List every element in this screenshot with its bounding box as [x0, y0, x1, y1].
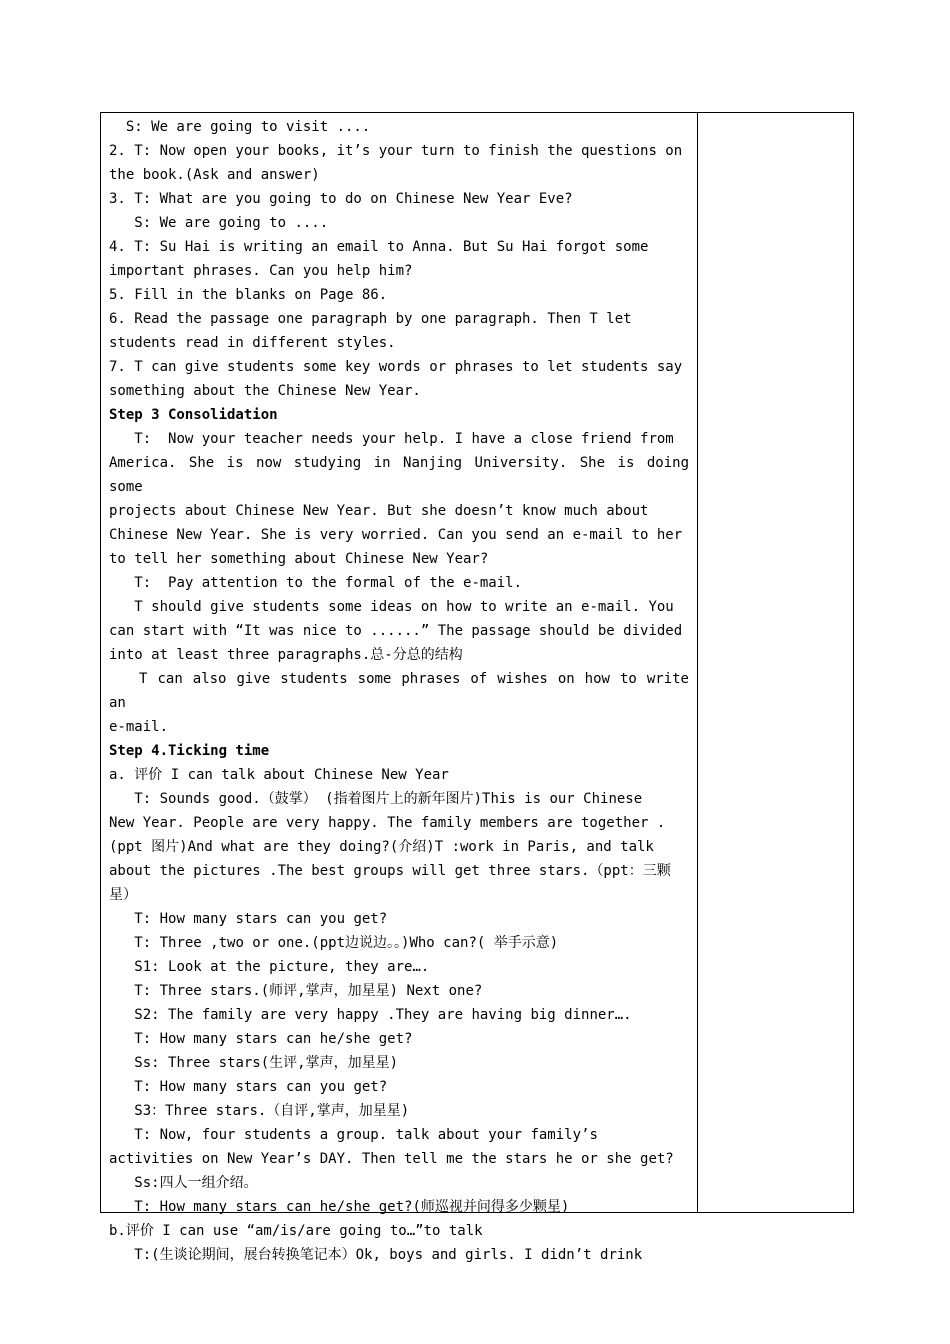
text-line: about the pictures .The best groups will get three stars.（ppt：三颗	[109, 863, 671, 879]
text-line: T: Now, four students a group. talk about your family’s	[109, 1127, 598, 1143]
step-4-heading: Step 4.Ticking time	[109, 743, 270, 759]
text-line: b.评价 I can use “am/is/are going to…”to talk	[109, 1223, 483, 1239]
text-line: projects about Chinese New Year. But she doesn’t know much about	[109, 503, 649, 519]
text-line: can start with “It was nice to ......” The passage should be divided	[109, 623, 683, 639]
text-line: 7. T can give students some key words or phrases to let students say	[109, 359, 683, 375]
step-3-heading: Step 3 Consolidation	[109, 407, 278, 423]
text-line: into at least three paragraphs.总-分总的结构	[109, 647, 463, 663]
text-line: T: Sounds good.（鼓掌） (指着图片上的新年图片)This is our Chinese	[109, 791, 643, 807]
text-line: T: Three stars.(师评,掌声，加星星) Next one?	[109, 983, 483, 999]
text-line: T: Three ,two or one.(ppt边说边。。)Who can?( 举手示意)	[109, 935, 559, 951]
lesson-table	[100, 112, 854, 1263]
lesson-content-cell	[109, 115, 698, 1267]
text-line: 2. T: Now open your books, it’s your turn to finish the questions on	[109, 143, 683, 159]
text-line: 5. Fill in the blanks on Page 86.	[109, 287, 388, 303]
text-line: 星）	[109, 887, 137, 903]
text-line: Chinese New Year. She is very worried. Can you send an e-mail to her	[109, 527, 683, 543]
text-line: a. 评价 I can talk about Chinese New Year	[109, 767, 449, 783]
text-line: 3. T: What are you going to do on Chinese New Year Eve?	[109, 191, 573, 207]
text-line: something about the Chinese New Year.	[109, 383, 421, 399]
text-line: S3：Three stars.（自评,掌声，加星星)	[109, 1103, 410, 1119]
text-line: T should give students some ideas on how to write an e-mail. You	[109, 599, 674, 615]
text-line: Ss: Three stars(生评,掌声，加星星)	[109, 1055, 399, 1071]
text-line: New Year. People are very happy. The family members are together .	[109, 815, 666, 831]
text-line: T: How many stars can you get?	[109, 911, 388, 927]
text-line: S1: Look at the picture, they are….	[109, 959, 430, 975]
text-line: important phrases. Can you help him?	[109, 263, 413, 279]
text-line: America. She is now studying in Nanjing University. She is doing some	[109, 455, 698, 495]
text-line: T can also give students some phrases of wishes on how to write an	[109, 671, 698, 711]
text-line: 6. Read the passage one paragraph by one paragraph. Then T let	[109, 311, 632, 327]
text-line: S: We are going to visit ....	[109, 119, 371, 135]
text-line: (ppt 图片)And what are they doing?(介绍)T :work in Paris, and talk	[109, 839, 654, 855]
text-line: to tell her something about Chinese New Year?	[109, 551, 489, 567]
text-line: T: How many stars can he/she get?(师巡视并问得多少颗星)	[109, 1199, 570, 1215]
text-line: the book.(Ask and answer)	[109, 167, 320, 183]
text-line: T:(生谈论期间，展台转换笔记本）Ok, boys and girls. I didn’t drink	[109, 1247, 643, 1263]
text-line: T: Pay attention to the formal of the e-mail.	[109, 575, 523, 591]
text-line: T: How many stars can he/she get?	[109, 1031, 413, 1047]
text-line: activities on New Year’s DAY. Then tell me the stars he or she get?	[109, 1151, 674, 1167]
text-line: 4. T: Su Hai is writing an email to Anna. But Su Hai forgot some	[109, 239, 649, 255]
text-line: e-mail.	[109, 719, 169, 735]
text-line: S2: The family are very happy .They are having big dinner….	[109, 1007, 632, 1023]
text-line: Ss:四人一组介绍。	[109, 1175, 258, 1191]
text-line: S: We are going to ....	[109, 215, 329, 231]
column-divider	[697, 113, 698, 1212]
text-line: students read in different styles.	[109, 335, 396, 351]
text-line: T: How many stars can you get?	[109, 1079, 388, 1095]
text-line: T: Now your teacher needs your help. I have a close friend from	[109, 431, 674, 447]
